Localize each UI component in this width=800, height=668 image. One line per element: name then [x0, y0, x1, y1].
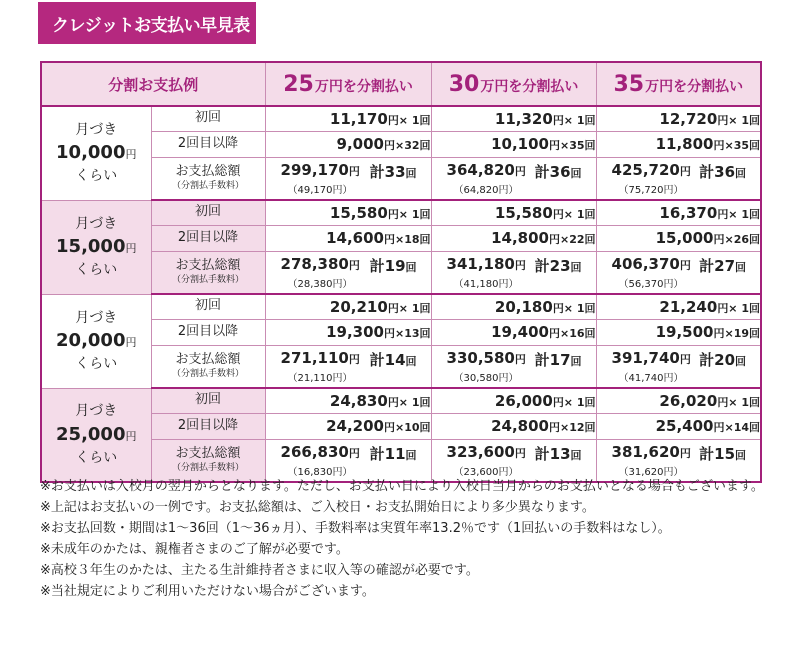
- count-value: 計19: [369, 256, 406, 275]
- second-payment-amount: 11,800: [655, 135, 714, 153]
- total-count: [370, 255, 417, 276]
- row-label-total: [151, 345, 265, 388]
- total-unit: 円: [348, 352, 360, 366]
- total-count: [370, 349, 417, 370]
- total-value: 381,620: [611, 442, 680, 461]
- second-payment-unit: 円×12回: [548, 421, 596, 434]
- total-count: [370, 161, 417, 182]
- total-unit: 円: [514, 258, 526, 272]
- first-payment-cell: [596, 388, 761, 413]
- second-payment-cell: [265, 225, 431, 251]
- second-payment-amount: 19,300: [326, 323, 384, 341]
- second-payment-cell: [431, 319, 596, 345]
- plan-amount: 35: [613, 71, 645, 97]
- total-value: 323,600: [446, 442, 515, 461]
- note-text: 上記はお支払いの一例です。お支払総額は、ご入校日・お支払開始日により多少異なります。: [50, 500, 595, 515]
- plan-amount: 25: [283, 71, 314, 97]
- fee-amount: （23,600円）: [453, 466, 519, 478]
- first-payment-unit: 円× 1回: [552, 113, 596, 127]
- note-item: [40, 560, 780, 581]
- monthly-prefix: 月づき: [75, 309, 118, 326]
- total-payment-cell: [431, 345, 596, 388]
- second-payment-amount: 10,100: [491, 135, 549, 153]
- note-item: [40, 497, 780, 518]
- second-payment-cell: [596, 225, 761, 251]
- row-label-total: [151, 157, 265, 200]
- total-payment-cell: [431, 157, 596, 200]
- total-value: 425,720: [611, 160, 680, 179]
- fee-amount: （56,370円）: [618, 278, 684, 290]
- count-value: 計36: [534, 162, 571, 181]
- total-unit: 円: [514, 164, 526, 178]
- note-mark: ※: [40, 521, 51, 536]
- total-label: お支払総額: [175, 352, 241, 368]
- fee-amount: （31,620円）: [618, 466, 684, 478]
- row-label-second: 2回目以降: [151, 131, 265, 157]
- total-amount: [447, 349, 526, 367]
- count-value: 計36: [699, 162, 736, 181]
- first-payment-unit: 円× 1回: [552, 395, 596, 409]
- first-payment-cell: [265, 294, 431, 319]
- fee-amount: （49,170円）: [287, 184, 353, 196]
- fee-amount: （21,110円）: [287, 372, 353, 384]
- second-payment-cell: [265, 413, 431, 439]
- monthly-prefix: 月づき: [75, 403, 118, 420]
- row-label-first: 初回: [151, 388, 265, 413]
- total-amount: [281, 443, 360, 461]
- table-row: [41, 388, 761, 413]
- table-header-row: [41, 62, 761, 106]
- plan-amount: 30: [448, 71, 480, 97]
- total-amount: [612, 349, 691, 367]
- first-payment-amount: 26,020: [659, 391, 718, 410]
- count-value: 計33: [369, 162, 406, 181]
- monthly-amount-cell: [41, 294, 151, 388]
- table-row: [41, 200, 761, 225]
- first-payment-amount: 24,830: [329, 391, 388, 410]
- second-payment-amount: 24,800: [491, 417, 549, 435]
- note-mark: ※: [40, 563, 51, 578]
- note-text: 高校３年生のかたは、主たる生計維持者さまに収入等の確認が必要です。: [50, 563, 479, 578]
- total-value: 341,180: [446, 254, 515, 273]
- fee-amount: （28,380円）: [287, 278, 353, 290]
- count-value: 計20: [699, 350, 736, 369]
- page-title: クレジットお支払い早見表: [38, 2, 256, 44]
- total-count: [535, 349, 582, 370]
- first-payment-amount: 20,210: [329, 297, 388, 316]
- total-payment-cell: [265, 345, 431, 388]
- total-amount: [612, 161, 691, 179]
- second-payment-cell: [431, 413, 596, 439]
- total-payment-cell: [431, 251, 596, 294]
- first-payment-unit: 円× 1回: [552, 207, 596, 221]
- total-unit: 円: [348, 446, 360, 460]
- total-amount: [281, 161, 360, 179]
- plan-header-35: [596, 62, 761, 106]
- fee-label: （分割払手数料）: [172, 463, 245, 474]
- first-payment-amount: 11,170: [329, 109, 388, 128]
- plan-header-25: [265, 62, 431, 106]
- second-payment-amount: 14,600: [326, 229, 384, 247]
- notes-list: [40, 476, 780, 602]
- count-unit: 回: [405, 354, 417, 368]
- monthly-suffix: くらい: [75, 262, 118, 279]
- note-mark: ※: [40, 479, 51, 494]
- first-payment-cell: [596, 106, 761, 131]
- total-count: [535, 255, 582, 276]
- plan-unit: 万円を分割払い: [480, 78, 579, 95]
- total-count: [699, 349, 746, 370]
- first-payment-unit: 円× 1回: [387, 395, 431, 409]
- second-payment-unit: 円×22回: [548, 233, 596, 246]
- total-label: お支払総額: [175, 446, 241, 462]
- table-row: [41, 106, 761, 131]
- count-value: 計13: [534, 444, 571, 463]
- note-item: [40, 539, 780, 560]
- monthly-prefix: 月づき: [75, 215, 118, 232]
- note-item: [40, 581, 780, 602]
- second-payment-unit: 円×14回: [713, 421, 761, 434]
- total-count: [370, 443, 417, 464]
- second-payment-cell: [431, 131, 596, 157]
- total-payment-cell: [596, 157, 761, 200]
- first-payment-cell: [265, 388, 431, 413]
- first-payment-cell: [265, 106, 431, 131]
- yen-unit: 円: [125, 241, 137, 255]
- plan-unit: 万円を分割払い: [645, 78, 744, 95]
- monthly-amount-cell: [41, 106, 151, 200]
- fee-label: （分割払手数料）: [172, 369, 245, 380]
- note-item: [40, 518, 780, 539]
- total-label: お支払総額: [175, 258, 241, 274]
- second-payment-cell: [596, 131, 761, 157]
- first-payment-amount: 15,580: [329, 203, 388, 222]
- second-payment-amount: 9,000: [336, 135, 384, 153]
- count-unit: 回: [570, 166, 582, 180]
- total-label: お支払総額: [175, 164, 241, 180]
- payment-schedule-table: [40, 61, 762, 483]
- total-count: [535, 161, 582, 182]
- count-value: 計27: [699, 256, 736, 275]
- row-label-second: 2回目以降: [151, 225, 265, 251]
- row-label-first: 初回: [151, 106, 265, 131]
- total-value: 278,380: [280, 254, 349, 273]
- second-payment-cell: [265, 319, 431, 345]
- total-amount: [447, 255, 526, 273]
- total-count: [699, 255, 746, 276]
- second-payment-unit: 円×13回: [383, 327, 431, 340]
- fee-amount: （16,830円）: [287, 466, 353, 478]
- fee-amount: （30,580円）: [453, 372, 519, 384]
- total-amount: [447, 443, 526, 461]
- first-payment-unit: 円× 1回: [387, 301, 431, 315]
- count-unit: 回: [405, 448, 417, 462]
- first-payment-amount: 15,580: [494, 203, 553, 222]
- fee-amount: （75,720円）: [618, 184, 684, 196]
- second-payment-cell: [596, 319, 761, 345]
- total-value: 299,170: [280, 160, 349, 179]
- first-payment-amount: 11,320: [494, 109, 553, 128]
- total-unit: 円: [679, 446, 691, 460]
- second-payment-unit: 円×32回: [383, 139, 431, 152]
- count-unit: 回: [735, 448, 747, 462]
- count-unit: 回: [735, 354, 747, 368]
- count-value: 計14: [369, 350, 406, 369]
- first-payment-amount: 21,240: [659, 297, 718, 316]
- total-unit: 円: [679, 164, 691, 178]
- first-payment-unit: 円× 1回: [387, 207, 431, 221]
- second-payment-amount: 19,500: [655, 323, 714, 341]
- monthly-suffix: くらい: [75, 449, 118, 466]
- row-label-first: 初回: [151, 294, 265, 319]
- total-payment-cell: [596, 251, 761, 294]
- row-label-first: 初回: [151, 200, 265, 225]
- count-unit: 回: [735, 166, 747, 180]
- total-count: [699, 443, 746, 464]
- total-count: [699, 161, 746, 182]
- total-amount: [447, 161, 526, 179]
- second-payment-unit: 円×35回: [548, 139, 596, 152]
- total-unit: 円: [514, 352, 526, 366]
- total-amount: [281, 349, 360, 367]
- total-payment-cell: [265, 157, 431, 200]
- plan-unit: 万円を分割払い: [314, 78, 413, 95]
- count-value: 計11: [369, 444, 406, 463]
- total-value: 266,830: [280, 442, 349, 461]
- monthly-amount: 20,000: [56, 329, 126, 351]
- first-payment-unit: 円× 1回: [717, 113, 761, 127]
- second-payment-amount: 25,400: [655, 417, 714, 435]
- count-value: 計17: [534, 350, 571, 369]
- yen-unit: 円: [125, 335, 137, 349]
- first-payment-amount: 20,180: [494, 297, 553, 316]
- first-payment-cell: [431, 106, 596, 131]
- total-value: 406,370: [611, 254, 680, 273]
- second-payment-amount: 19,400: [491, 323, 549, 341]
- total-value: 364,820: [446, 160, 515, 179]
- monthly-amount: 15,000: [56, 235, 126, 257]
- header-label: 分割お支払例: [41, 62, 265, 106]
- total-amount: [612, 255, 691, 273]
- note-item: [40, 476, 780, 497]
- total-amount: [281, 255, 360, 273]
- total-unit: 円: [348, 258, 360, 272]
- fee-label: （分割払手数料）: [172, 275, 245, 286]
- first-payment-cell: [431, 294, 596, 319]
- first-payment-cell: [431, 200, 596, 225]
- fee-amount: （64,820円）: [453, 184, 519, 196]
- row-label-second: 2回目以降: [151, 319, 265, 345]
- count-unit: 回: [405, 260, 417, 274]
- first-payment-unit: 円× 1回: [717, 207, 761, 221]
- yen-unit: 円: [125, 429, 137, 443]
- total-payment-cell: [596, 345, 761, 388]
- second-payment-unit: 円×16回: [548, 327, 596, 340]
- first-payment-unit: 円× 1回: [387, 113, 431, 127]
- total-unit: 円: [348, 164, 360, 178]
- row-label-total: [151, 251, 265, 294]
- first-payment-amount: 12,720: [659, 109, 718, 128]
- first-payment-cell: [265, 200, 431, 225]
- monthly-amount: 10,000: [56, 142, 126, 164]
- second-payment-cell: [431, 225, 596, 251]
- total-payment-cell: [265, 251, 431, 294]
- plan-header-30: [431, 62, 596, 106]
- row-label-second: 2回目以降: [151, 413, 265, 439]
- second-payment-unit: 円×10回: [383, 421, 431, 434]
- monthly-amount-cell: [41, 200, 151, 294]
- first-payment-cell: [596, 200, 761, 225]
- note-mark: ※: [40, 542, 51, 557]
- fee-label: （分割払手数料）: [172, 181, 245, 192]
- first-payment-unit: 円× 1回: [552, 301, 596, 315]
- first-payment-amount: 16,370: [659, 203, 718, 222]
- yen-unit: 円: [125, 148, 137, 162]
- first-payment-cell: [431, 388, 596, 413]
- count-value: 計15: [699, 444, 736, 463]
- total-count: [535, 443, 582, 464]
- first-payment-unit: 円× 1回: [717, 395, 761, 409]
- note-text: お支払回数・期間は1～36回（1～36ヵ月）、手数料率は実質年率13.2％です（1回払いの手数料はなし）。: [50, 521, 671, 536]
- count-unit: 回: [735, 260, 747, 274]
- first-payment-cell: [596, 294, 761, 319]
- second-payment-unit: 円×18回: [383, 233, 431, 246]
- total-unit: 円: [679, 352, 691, 366]
- note-text: お支払いは入校月の翌月からとなります。ただし、お支払い日により入校日当月からのお支払いとなる場合もございます。: [50, 479, 764, 494]
- fee-amount: （41,740円）: [618, 372, 684, 384]
- total-value: 271,110: [280, 348, 349, 367]
- count-unit: 回: [570, 448, 582, 462]
- note-mark: ※: [40, 584, 51, 599]
- count-unit: 回: [570, 354, 582, 368]
- note-text: 当社規定によりご利用いただけない場合がございます。: [50, 584, 375, 599]
- second-payment-unit: 円×19回: [713, 327, 761, 340]
- note-mark: ※: [40, 500, 51, 515]
- monthly-amount: 25,000: [56, 423, 126, 445]
- monthly-suffix: くらい: [75, 168, 118, 185]
- monthly-suffix: くらい: [75, 356, 118, 373]
- fee-amount: （41,180円）: [453, 278, 519, 290]
- first-payment-unit: 円× 1回: [717, 301, 761, 315]
- total-amount: [612, 443, 691, 461]
- total-unit: 円: [514, 446, 526, 460]
- total-unit: 円: [679, 258, 691, 272]
- count-unit: 回: [405, 166, 417, 180]
- first-payment-amount: 26,000: [494, 391, 553, 410]
- count-unit: 回: [570, 260, 582, 274]
- second-payment-amount: 14,800: [491, 229, 549, 247]
- table-row: [41, 294, 761, 319]
- second-payment-unit: 円×35回: [713, 139, 761, 152]
- monthly-amount-cell: [41, 388, 151, 482]
- second-payment-cell: [596, 413, 761, 439]
- monthly-prefix: 月づき: [75, 121, 118, 138]
- note-text: 未成年のかたは、親権者さまのご了解が必要です。: [50, 542, 349, 557]
- second-payment-cell: [265, 131, 431, 157]
- second-payment-unit: 円×26回: [713, 233, 761, 246]
- total-value: 330,580: [446, 348, 515, 367]
- second-payment-amount: 15,000: [655, 229, 714, 247]
- total-value: 391,740: [611, 348, 680, 367]
- second-payment-amount: 24,200: [326, 417, 384, 435]
- count-value: 計23: [534, 256, 571, 275]
